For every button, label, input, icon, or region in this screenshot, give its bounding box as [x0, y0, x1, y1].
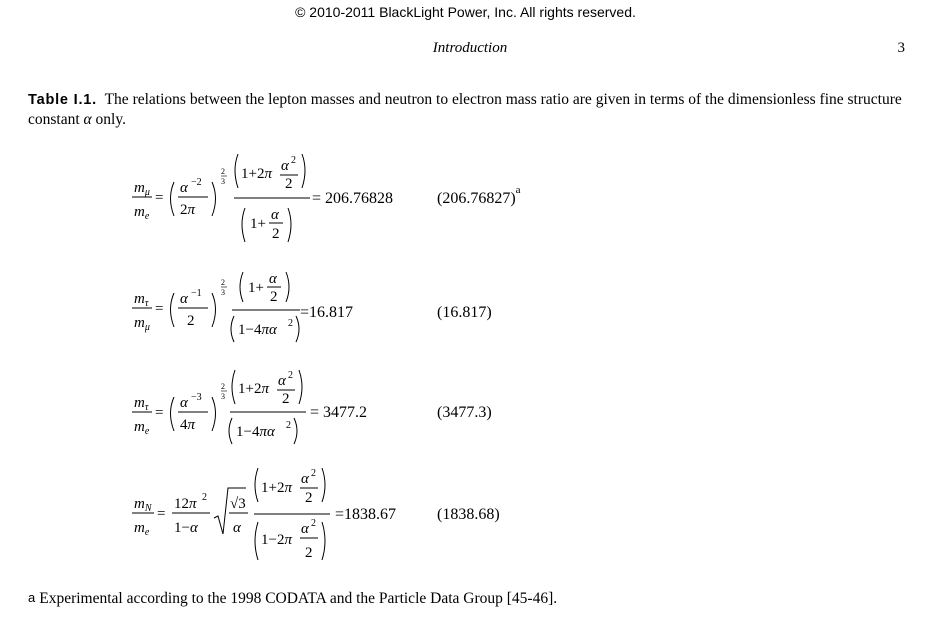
footnote-text: Experimental according to the 1998 CODATA and the Particle Data Group [45-46]. — [39, 590, 558, 607]
caption-alpha-symbol: α — [83, 111, 92, 128]
svg-text:1−2π: 1−2π — [261, 532, 292, 548]
table-caption — [28, 90, 913, 129]
equation-tau-electron-formula — [128, 368, 318, 448]
svg-text:1−α: 1−α — [174, 520, 198, 536]
svg-text:2π: 2π — [180, 202, 196, 218]
footnote — [28, 590, 557, 608]
equation-muon-electron-formula — [128, 150, 318, 250]
equation-neutron-electron-formula — [128, 462, 343, 567]
svg-text:α: α — [180, 395, 188, 411]
svg-text:mμ: $m_\mu$ — [134, 315, 150, 333]
equation-2-value: =16.817 — [300, 304, 354, 321]
svg-text:1+2π: 1+2π — [261, 480, 292, 496]
svg-text:√3: √3 — [230, 496, 246, 512]
svg-text:4π: 4π — [180, 417, 196, 433]
equation-1-experimental: $(206.76827)^a$ — [437, 184, 521, 207]
svg-text:α: α — [271, 207, 279, 223]
svg-text:me: $m_e$ — [134, 520, 150, 538]
svg-text:α: α — [180, 291, 188, 307]
lhs-denominator: $m_e$ — [134, 204, 150, 222]
svg-text:2: 2 — [288, 318, 293, 329]
svg-text:3: 3 — [221, 177, 225, 186]
svg-text:=: = — [157, 506, 166, 522]
equation-tau-muon — [128, 270, 318, 355]
svg-text:−1: −1 — [191, 288, 202, 299]
svg-text:2: 2 — [221, 167, 225, 176]
svg-text:1−4πα: 1−4πα — [236, 424, 275, 440]
svg-text:2: 2 — [291, 155, 296, 166]
svg-text:2: 2 — [282, 391, 290, 407]
svg-text:2: 2 — [187, 313, 195, 329]
svg-text:1+: 1+ — [250, 216, 266, 232]
svg-text:2: 2 — [305, 490, 313, 506]
lhs-numerator: $m_\mu$ — [134, 180, 150, 198]
equation-muon-electron — [128, 150, 318, 255]
footnote-marker: a — [28, 590, 36, 605]
svg-text:2: 2 — [311, 518, 316, 529]
equation-3-value: = 3477.2 — [310, 404, 368, 421]
equation-3-experimental: (3477.3) — [437, 404, 492, 421]
svg-text:2: 2 — [288, 370, 293, 381]
equation-tau-electron — [128, 368, 318, 453]
svg-text:=: = — [155, 190, 164, 206]
svg-text:α: α — [180, 180, 188, 196]
svg-text:mτ: $m_\tau$ — [134, 291, 149, 309]
running-title: Introduction — [432, 40, 508, 56]
caption-text: The relations between the lepton masses and neutron to electron mass ratio are given in terms of the dimensionless fine structure constant — [28, 91, 902, 128]
equation-2-experimental: (16.817) — [437, 304, 492, 321]
svg-text:2: 2 — [305, 545, 313, 561]
equation-1-value: = 206.76828 — [312, 190, 394, 207]
svg-text:12π: 12π — [174, 496, 197, 512]
svg-text:α: α — [301, 521, 309, 537]
svg-text:=: = — [155, 301, 164, 317]
copyright-notice: © 2010-2011 BlackLight Power, Inc. All rights reserved. — [295, 4, 636, 20]
svg-text:α: α — [281, 158, 289, 174]
svg-text:2: 2 — [221, 382, 225, 391]
footnote-mark: a — [515, 184, 521, 196]
svg-text:α: α — [233, 520, 241, 536]
svg-text:−2: −2 — [191, 177, 202, 188]
page-number: 3 — [897, 40, 905, 56]
svg-text:α: α — [278, 373, 286, 389]
svg-text:α: α — [269, 271, 277, 287]
svg-text:2: 2 — [270, 289, 278, 305]
svg-text:=: = — [155, 405, 164, 421]
svg-text:1−4πα: 1−4πα — [238, 322, 277, 338]
svg-text:2: 2 — [311, 468, 316, 479]
svg-text:α: α — [301, 471, 309, 487]
svg-text:2: 2 — [286, 420, 291, 431]
caption-end: only. — [95, 111, 126, 128]
equation-4-experimental: (1838.68) — [437, 506, 500, 523]
svg-text:2: 2 — [221, 278, 225, 287]
svg-text:2: 2 — [202, 492, 207, 503]
equation-4-value: =1838.67 — [335, 506, 397, 523]
svg-text:mN: $m_N$ — [134, 496, 152, 514]
svg-text:3: 3 — [221, 392, 225, 401]
svg-text:3: 3 — [221, 288, 225, 297]
svg-text:me: $m_e$ — [134, 419, 150, 437]
svg-text:mτ: $m_\tau$ — [134, 395, 149, 413]
svg-text:2: 2 — [272, 226, 280, 242]
svg-text:1+2π: 1+2π — [241, 166, 272, 182]
equation-neutron-electron — [128, 462, 343, 572]
svg-text:1+: 1+ — [248, 280, 264, 296]
svg-text:−3: −3 — [191, 392, 202, 403]
svg-text:2: 2 — [285, 176, 293, 192]
table-label: Table I.1. — [28, 92, 97, 108]
svg-text:1+2π: 1+2π — [238, 381, 269, 397]
equation-tau-muon-formula — [128, 270, 318, 350]
